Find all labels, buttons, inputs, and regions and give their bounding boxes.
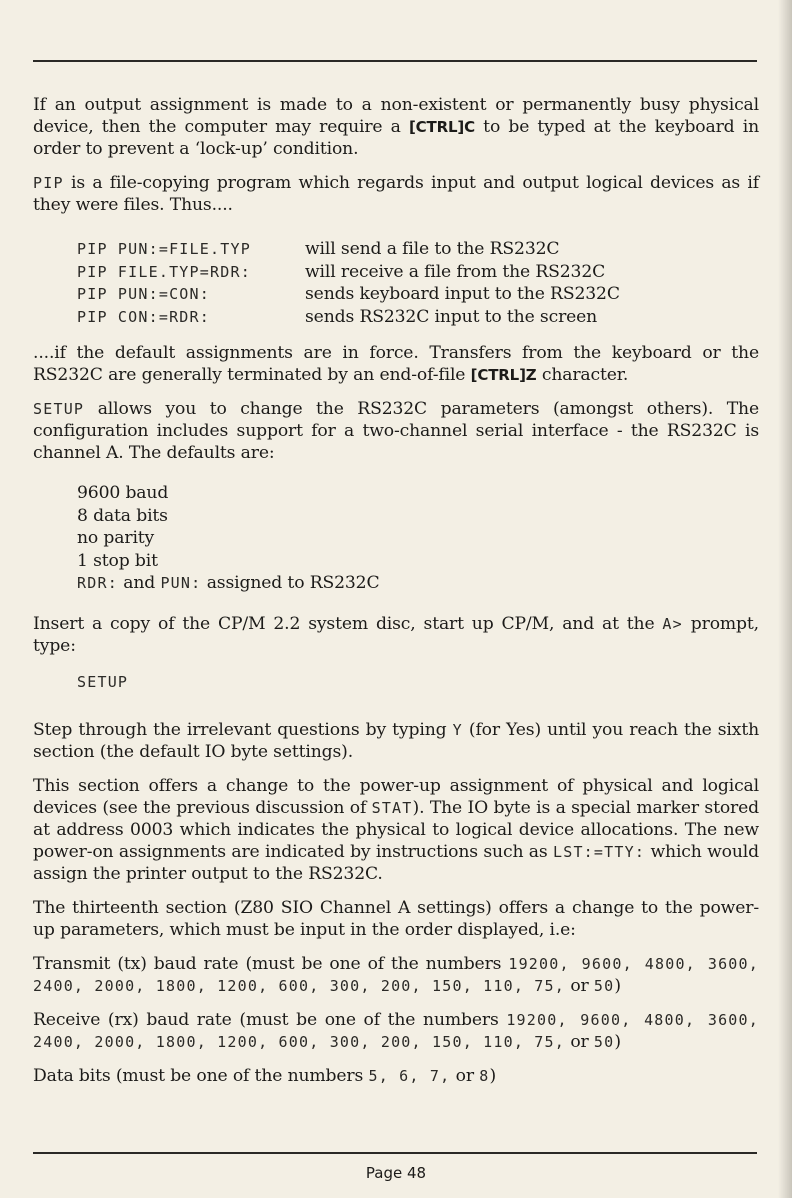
pip-example-description: will receive a file from the RS232C xyxy=(305,261,606,282)
pip-example-command: PIP CON:=RDR: xyxy=(77,307,210,326)
baud-rate-list: 19200, 9600, 4800, 3600, 2400, 2000, 1800, 1200, 600, 300, 200, 150, 110, 75, xyxy=(33,1010,759,1051)
para-text: ....if the default assignments are in force. Transfers from the keyboard or the RS232C are generally terminated by an end-of-file xyxy=(33,343,759,385)
rdr-device: RDR: xyxy=(77,574,118,592)
defaults-list xyxy=(77,482,759,595)
para-text: Step through the irrelevant questions by typing xyxy=(33,719,453,740)
pip-command: PIP xyxy=(33,174,64,192)
baud-rate-list: 19200, 9600, 4800, 3600, 2400, 2000, 1800, 1200, 600, 300, 200, 150, 110, 75, xyxy=(33,954,759,995)
lst-tty-command: LST:=TTY: xyxy=(552,842,646,861)
pip-example-description: will send a file to the RS232C xyxy=(305,239,560,259)
para-thirteenth-section: The thirteenth section (Z80 SIO Channel A settings) offers a change to the power-up parameters, which must be input in the order displayed, i.e: xyxy=(33,897,759,940)
para-text: Data bits (must be one of the numbers xyxy=(33,1065,369,1086)
bottom-rule xyxy=(33,1152,757,1154)
default-text: and xyxy=(117,573,161,593)
page-edge-shadow xyxy=(778,0,792,1198)
pip-example-row xyxy=(77,261,620,284)
stat-command: STAT xyxy=(371,798,413,817)
pip-example-command: PIP PUN:=FILE.TYP xyxy=(77,240,251,258)
default-item: no parity xyxy=(77,528,155,548)
para-io-byte xyxy=(33,775,759,885)
para-step-through xyxy=(33,719,759,763)
para-text: This section offers a change to the power-up assignment of physical and logical devices (see the previous discussion of xyxy=(33,775,759,818)
para-text: which would assign the printer output to the RS232C. xyxy=(33,841,760,884)
baud-rate-last: 50 xyxy=(593,1032,615,1051)
ctrl-c-key: [CTRL]C xyxy=(408,118,475,136)
para-text: ) xyxy=(614,1031,621,1052)
para-text: (for Yes) until you reach the sixth section (the default IO byte settings). xyxy=(33,719,759,762)
para-text: is a file-copying program which regards input and output logical devices as if they were files. Thus.... xyxy=(33,173,759,215)
pun-device: PUN: xyxy=(160,574,202,592)
pip-example-row xyxy=(77,238,620,261)
para-text: or xyxy=(450,1065,480,1086)
ctrl-z-key: [CTRL]Z xyxy=(470,366,537,384)
pip-example-description: sends keyboard input to the RS232C xyxy=(305,284,620,304)
data-bits-list: 5, 6, 7, xyxy=(368,1066,451,1085)
para-insert-disc xyxy=(33,613,759,657)
para-text: to be typed at the keyboard in order to prevent a ‘lock-up’ condition. xyxy=(33,117,759,159)
default-item: 8 data bits xyxy=(77,505,168,526)
para-text: Insert a copy of the CP/M 2.2 system disc, start up CP/M, and at the xyxy=(33,613,663,634)
pip-example-row xyxy=(77,306,620,329)
para-pip-intro xyxy=(33,172,759,216)
top-rule xyxy=(33,60,757,62)
para-text: Transmit (tx) baud rate (must be one of the numbers xyxy=(33,953,509,974)
data-bits-last: 8 xyxy=(479,1066,490,1085)
default-item-assignment xyxy=(77,572,759,595)
para-text: prompt, type: xyxy=(33,613,759,656)
para-text: ) xyxy=(489,1065,497,1086)
setup-command-line: SETUP xyxy=(77,672,129,691)
pip-example-description: sends RS232C input to the screen xyxy=(305,306,598,327)
para-data-bits xyxy=(33,1065,759,1087)
pip-example-command: PIP PUN:=CON: xyxy=(77,285,210,303)
para-text: character. xyxy=(536,365,629,385)
pip-example-command: PIP FILE.TYP=RDR: xyxy=(77,262,251,281)
para-text: ) xyxy=(614,975,621,996)
para-text: If an output assignment is made to a non-existent or permanently busy physical device, then the computer may require a xyxy=(33,95,759,137)
y-key: Y xyxy=(452,720,463,739)
para-setup-intro xyxy=(33,398,759,464)
default-text: assigned to RS232C xyxy=(201,573,380,593)
pip-examples-table xyxy=(77,238,620,328)
para-text: Receive (rx) baud rate (must be one of the numbers xyxy=(33,1009,507,1030)
default-item: 9600 baud xyxy=(77,483,169,503)
para-text: or xyxy=(565,1031,594,1052)
para-default-assignments xyxy=(33,342,759,386)
page-number: Page 48 xyxy=(365,1164,427,1182)
default-item: 1 stop bit xyxy=(77,550,158,571)
para-receive-baud xyxy=(33,1009,759,1053)
baud-rate-last: 50 xyxy=(593,976,615,995)
para-transmit-baud xyxy=(33,953,759,997)
para-text: or xyxy=(565,975,594,996)
para-text: allows you to change the RS232C parameters (amongst others). The configuration includes support for a two-channel serial interface - the RS232C is channel A. The defaults are: xyxy=(33,399,759,463)
a-prompt: A> xyxy=(662,614,683,633)
setup-command-inline: SETUP xyxy=(33,400,85,418)
page-body xyxy=(33,94,759,1099)
para-lock-up xyxy=(33,94,759,160)
para-text: ). The IO byte is a special marker stored at address 0003 which indicates the physical to logical device allocations. The new power-on assignments are indicated by instructions such as xyxy=(33,797,759,862)
pip-example-row xyxy=(77,283,620,306)
